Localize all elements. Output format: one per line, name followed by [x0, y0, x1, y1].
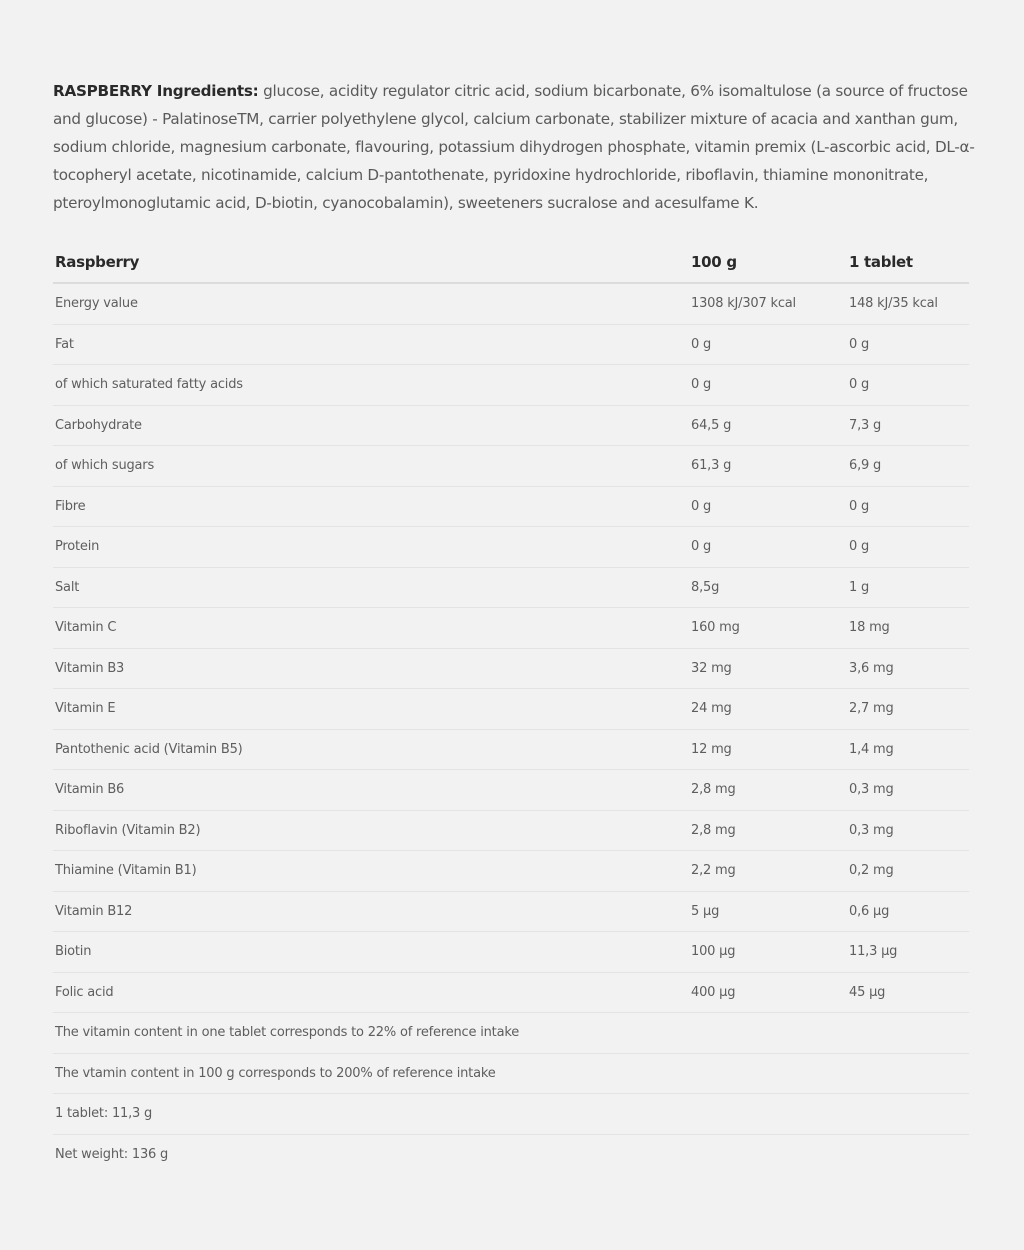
table-row	[53, 810, 969, 851]
value-per-tablet: 0,3 mg	[847, 810, 969, 851]
value-per-tablet: 0 g	[847, 527, 969, 568]
value-per-100g: 12 mg	[689, 729, 847, 770]
header-per-tablet: 1 tablet	[847, 242, 969, 283]
note-row	[53, 1053, 969, 1094]
value-per-tablet: 148 kJ/35 kcal	[847, 283, 969, 324]
value-per-tablet: 0 g	[847, 324, 969, 365]
nutrient-name: Protein	[53, 527, 689, 568]
table-header-row	[53, 242, 969, 283]
nutrient-name: Fat	[53, 324, 689, 365]
value-per-100g: 32 mg	[689, 648, 847, 689]
value-per-tablet: 1 g	[847, 567, 969, 608]
value-per-100g: 2,2 mg	[689, 851, 847, 892]
value-per-100g: 0 g	[689, 324, 847, 365]
table-row	[53, 770, 969, 811]
value-per-tablet: 2,7 mg	[847, 689, 969, 730]
table-row	[53, 608, 969, 649]
value-per-tablet: 7,3 g	[847, 405, 969, 446]
table-row	[53, 729, 969, 770]
value-per-100g: 8,5g	[689, 567, 847, 608]
table-row	[53, 324, 969, 365]
value-per-100g: 0 g	[689, 365, 847, 406]
table-row	[53, 648, 969, 689]
note-row	[53, 1013, 969, 1054]
nutrient-name: Vitamin B6	[53, 770, 689, 811]
value-per-100g: 5 µg	[689, 891, 847, 932]
nutrient-name: of which sugars	[53, 446, 689, 487]
nutrient-name: Biotin	[53, 932, 689, 973]
table-note: The vitamin content in one tablet corresponds to 22% of reference intake	[53, 1013, 969, 1054]
nutrient-name: Vitamin C	[53, 608, 689, 649]
value-per-100g: 24 mg	[689, 689, 847, 730]
ingredients-text: glucose, acidity regulator citric acid, sodium bicarbonate, 6% isomaltulose (a source of fructose and glucose) - PalatinoseTM, carrier polyethylene glycol, calcium carbonate, stabilizer mixture of acacia and xanthan gum, sodium chloride, magnesium carbonate, flavouring, potassium dihydrogen phosphate, vitamin premix (L-ascorbic acid, DL-α-tocopheryl acetate, nicotinamide, calcium D-pantothenate, pyridoxine hydrochloride, riboflavin, thiamine mononitrate, pteroylmonoglutamic acid, D-biotin, cyanocobalamin), sweeteners sucralose and acesulfame K.	[53, 82, 975, 212]
header-product: Raspberry	[53, 242, 689, 283]
value-per-tablet: 11,3 µg	[847, 932, 969, 973]
table-row	[53, 486, 969, 527]
nutrient-name: Vitamin B3	[53, 648, 689, 689]
header-per-100g: 100 g	[689, 242, 847, 283]
nutrient-name: Energy value	[53, 283, 689, 324]
table-row	[53, 689, 969, 730]
note-row	[53, 1094, 969, 1135]
nutrient-name: Salt	[53, 567, 689, 608]
nutrient-name: Fibre	[53, 486, 689, 527]
table-note: Net weight: 136 g	[55, 1146, 169, 1162]
ingredients-paragraph	[53, 78, 978, 218]
nutrient-name: of which saturated fatty acids	[53, 365, 689, 406]
value-per-100g: 2,8 mg	[689, 770, 847, 811]
table-note: The vtamin content in 100 g corresponds to 200% of reference intake	[53, 1053, 969, 1094]
table-row	[53, 283, 969, 324]
table-row	[53, 527, 969, 568]
value-per-100g: 400 µg	[689, 972, 847, 1013]
value-per-tablet: 0 g	[847, 365, 969, 406]
table-row	[53, 851, 969, 892]
table-row	[53, 932, 969, 973]
table-row	[53, 567, 969, 608]
value-per-100g: 1308 kJ/307 kcal	[689, 283, 847, 324]
table-row	[53, 972, 969, 1013]
table-row	[53, 405, 969, 446]
table-row	[53, 891, 969, 932]
nutrient-name: Thiamine (Vitamin B1)	[53, 851, 689, 892]
nutrient-name: Vitamin B12	[53, 891, 689, 932]
value-per-tablet: 0,3 mg	[847, 770, 969, 811]
ingredients-label: RASPBERRY Ingredients:	[53, 82, 259, 100]
nutrient-name: Vitamin E	[53, 689, 689, 730]
table-row	[53, 365, 969, 406]
value-per-tablet: 0,2 mg	[847, 851, 969, 892]
table-row	[53, 446, 969, 487]
value-per-100g: 100 µg	[689, 932, 847, 973]
nutrient-name: Carbohydrate	[53, 405, 689, 446]
value-per-tablet: 18 mg	[847, 608, 969, 649]
value-per-tablet: 1,4 mg	[847, 729, 969, 770]
value-per-tablet: 45 µg	[847, 972, 969, 1013]
table-note: 1 tablet: 11,3 g	[53, 1094, 969, 1135]
value-per-100g: 64,5 g	[689, 405, 847, 446]
value-per-tablet: 6,9 g	[847, 446, 969, 487]
nutrient-name: Riboflavin (Vitamin B2)	[53, 810, 689, 851]
value-per-tablet: 0,6 µg	[847, 891, 969, 932]
value-per-100g: 2,8 mg	[689, 810, 847, 851]
nutrient-name: Folic acid	[53, 972, 689, 1013]
value-per-tablet: 0 g	[847, 486, 969, 527]
value-per-tablet: 3,6 mg	[847, 648, 969, 689]
value-per-100g: 0 g	[689, 486, 847, 527]
value-per-100g: 61,3 g	[689, 446, 847, 487]
value-per-100g: 0 g	[689, 527, 847, 568]
nutrition-table	[53, 242, 969, 1174]
nutrient-name: Pantothenic acid (Vitamin B5)	[53, 729, 689, 770]
value-per-100g: 160 mg	[689, 608, 847, 649]
note-row	[53, 1134, 969, 1174]
